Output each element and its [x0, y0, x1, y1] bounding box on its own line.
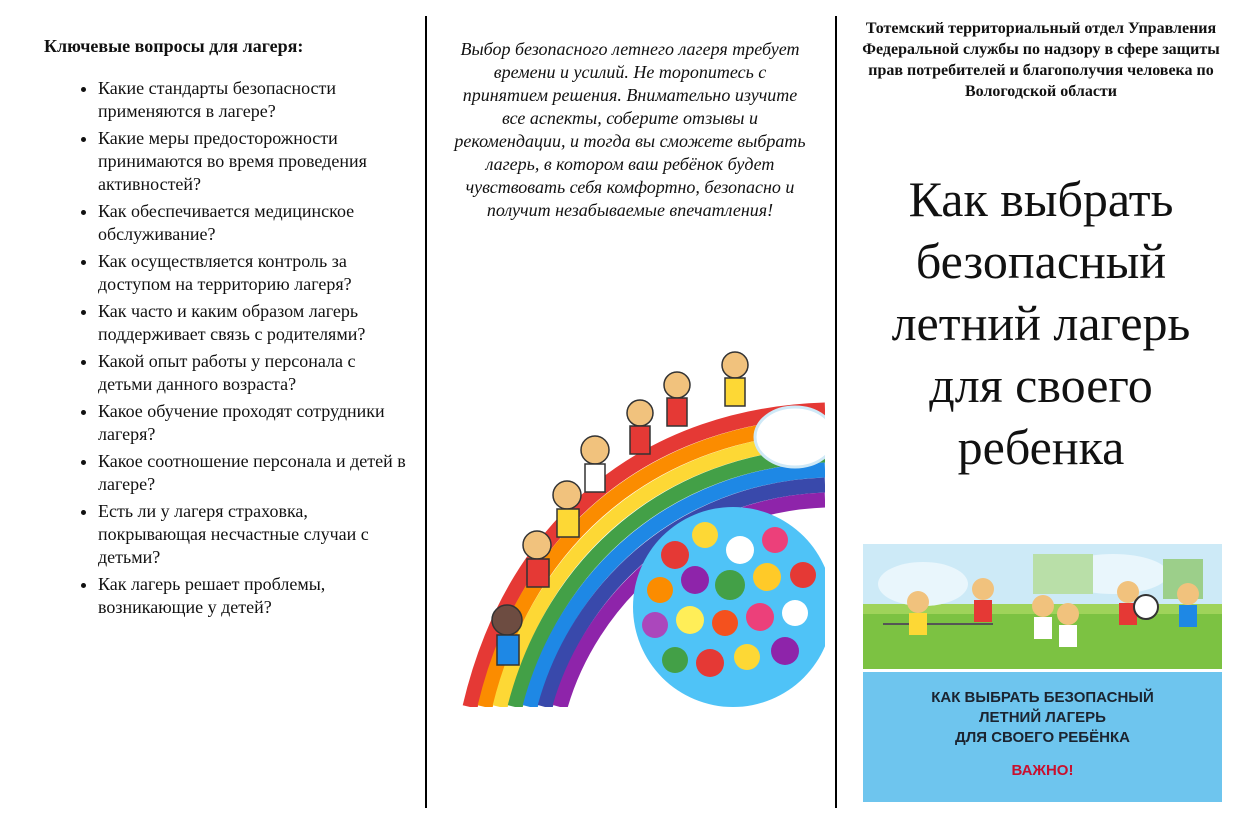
list-item: • Как обеспечивается медицинское обслуживание?	[98, 200, 414, 246]
banner-line: ЛЕТНИЙ ЛАГЕРЬ	[979, 709, 1106, 726]
banner-line: КАК ВЫБРАТЬ БЕЗОПАСНЫЙ	[931, 689, 1154, 706]
list-item: • Какое обучение проходят сотрудники лагеря?	[98, 400, 414, 446]
column-divider-left	[425, 16, 427, 808]
camp-poster	[863, 544, 1222, 802]
poster-banner-text	[863, 688, 1222, 748]
right-panel	[860, 18, 1222, 478]
column-divider-right	[835, 16, 837, 808]
list-item: • Какие стандарты безопасности применяются в лагере?	[98, 77, 414, 123]
children-rainbow-illustration	[455, 345, 825, 707]
playground-scene-illustration	[863, 544, 1222, 669]
important-label: ВАЖНО!	[1011, 762, 1074, 779]
list-item: • Как часто и каким образом лагерь поддерживает связь с родителями?	[98, 300, 414, 346]
list-item: • Как лагерь решает проблемы, возникающие у детей?	[98, 573, 414, 619]
organization-name: Тотемский территориальный отдел Управления Федеральной службы по надзору в сфере защиты прав потребителей и благополучия человека по Вологодской области	[862, 20, 1220, 100]
list-item: • Какие меры предосторожности принимаются во время проведения активностей?	[98, 127, 414, 196]
brochure-title: Как выбрать безопасный летний лагерь для своего ребенка	[891, 171, 1191, 475]
middle-panel	[452, 38, 808, 222]
list-item: • Какой опыт работы у персонала с детьми данного возраста?	[98, 350, 414, 396]
questions-list	[44, 77, 414, 619]
questions-heading: Ключевые вопросы для лагеря:	[44, 36, 304, 56]
advice-text: Выбор безопасного летнего лагеря требует времени и усилий. Не торопитесь с принятием решения. Внимательно изучите все аспекты, соберите отзывы и рекомендации, и тогда вы сможете выбрать лагерь, в котором ваш ребёнок будет чувствовать себя комфортно, безопасно и получит незабываемые впечатления!	[454, 39, 806, 220]
list-item: • Как осуществляется контроль за доступом на территорию лагеря?	[98, 250, 414, 296]
list-item: • Есть ли у лагеря страховка, покрывающая несчастные случаи с детьми?	[98, 500, 414, 569]
banner-line: ДЛЯ СВОЕГО РЕБЁНКА	[955, 729, 1130, 746]
list-item: • Какое соотношение персонала и детей в лагере?	[98, 450, 414, 496]
left-panel	[44, 36, 414, 623]
